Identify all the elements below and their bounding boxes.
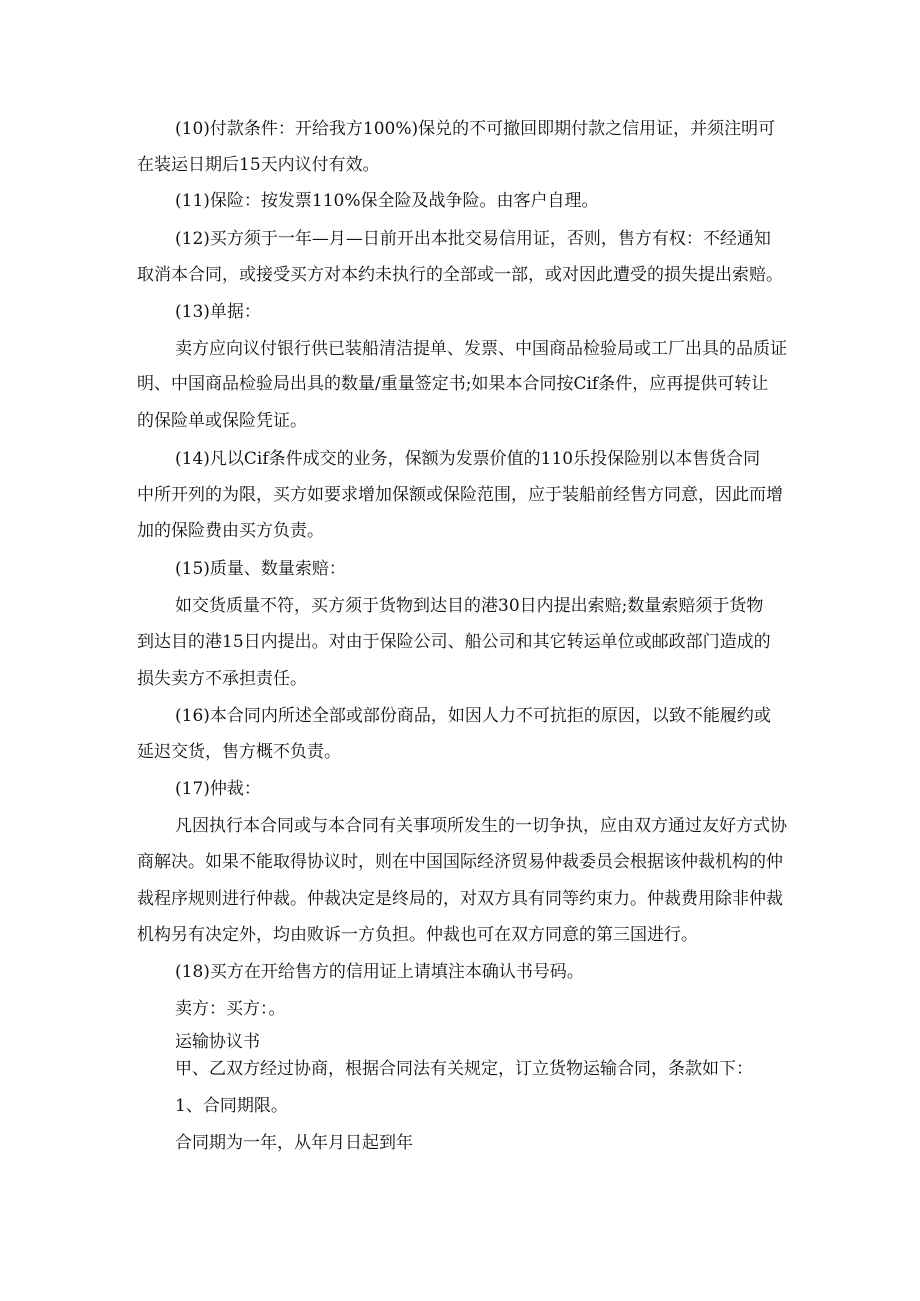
paragraph-line: (10)付款条件：开给我方100%)保兑的不可撤回即期付款之信用证，并须注明可	[175, 119, 776, 139]
paragraph-line: (13)单据：	[175, 302, 261, 322]
paragraph-line: 商解决。如果不能取得协议时，则在中国国际经济贸易仲裁委员会根据该仲裁机构的仲	[137, 852, 783, 872]
section-title: 运输协议书	[175, 1032, 260, 1052]
paragraph-line: 合同期为一年，从年月日起到年	[175, 1133, 413, 1153]
paragraph-line: 凡因执行本合同或与本合同有关事项所发生的一切争执，应由双方通过友好方式协	[175, 816, 787, 836]
paragraph-line: 延迟交货，售方概不负责。	[137, 742, 341, 762]
paragraph-line: 中所开列的为限，买方如要求增加保额或保险范围，应于装船前经售方同意，因此而增	[137, 485, 783, 505]
paragraph-line: (17)仲裁：	[175, 779, 261, 799]
paragraph-line: (14)凡以Cif条件成交的业务，保额为发票价值的110乐投保险别以本售货合同	[175, 449, 761, 469]
paragraph-line: 卖方应向议付银行供已装船清洁提单、发票、中国商品检验局或工厂出具的品质证	[175, 339, 787, 359]
paragraph-line: 甲、乙双方经过协商，根据合同法有关规定，订立货物运输合同，条款如下：	[175, 1059, 753, 1079]
paragraph-line: 的保险单或保险凭证。	[137, 411, 307, 431]
paragraph-line: 如交货质量不符，买方须于货物到达目的港30日内提出索赔;数量索赔须于货物	[175, 596, 764, 616]
paragraph-line: 在装运日期后15天内议付有效。	[137, 155, 380, 175]
paragraph-line: 裁程序规则进行仲裁。仲裁决定是终局的，对双方具有同等约束力。仲裁费用除非仲裁	[137, 889, 783, 909]
paragraph-line: (15)质量、数量索赔：	[175, 559, 346, 579]
paragraph-line: 损失卖方不承担责任。	[137, 669, 307, 689]
paragraph-line: 到达目的港15日内提出。对由于保险公司、船公司和其它转运单位或邮政部门造成的	[137, 632, 771, 652]
paragraph-line: 卖方：买方：。	[175, 999, 286, 1019]
paragraph-line: 取消本合同，或接受买方对本约未执行的全部或一部，或对因此遭受的损失提出索赔。	[137, 265, 783, 285]
paragraph-line: 加的保险费由买方负责。	[137, 521, 324, 541]
paragraph-line: 机构另有决定外，均由败诉一方负担。仲裁也可在双方同意的第三国进行。	[137, 925, 698, 945]
paragraph-line: 1、合同期限。	[175, 1096, 288, 1116]
paragraph-line: (16)本合同内所述全部或部份商品，如因人力不可抗拒的原因，以致不能履约或	[175, 706, 771, 726]
paragraph-line: (12)买方须于一年—月—日前开出本批交易信用证，否则，售方有权：不经通知	[175, 229, 771, 249]
paragraph-line: 明、中国商品检验局出具的数量/重量签定书;如果本合同按Cif条件，应再提供可转让	[137, 374, 769, 394]
paragraph-line: (18)买方在开给售方的信用证上请填注本确认书号码。	[175, 962, 584, 982]
paragraph-line: (11)保险：按发票110%保全险及战争险。由客户自理。	[175, 191, 599, 211]
